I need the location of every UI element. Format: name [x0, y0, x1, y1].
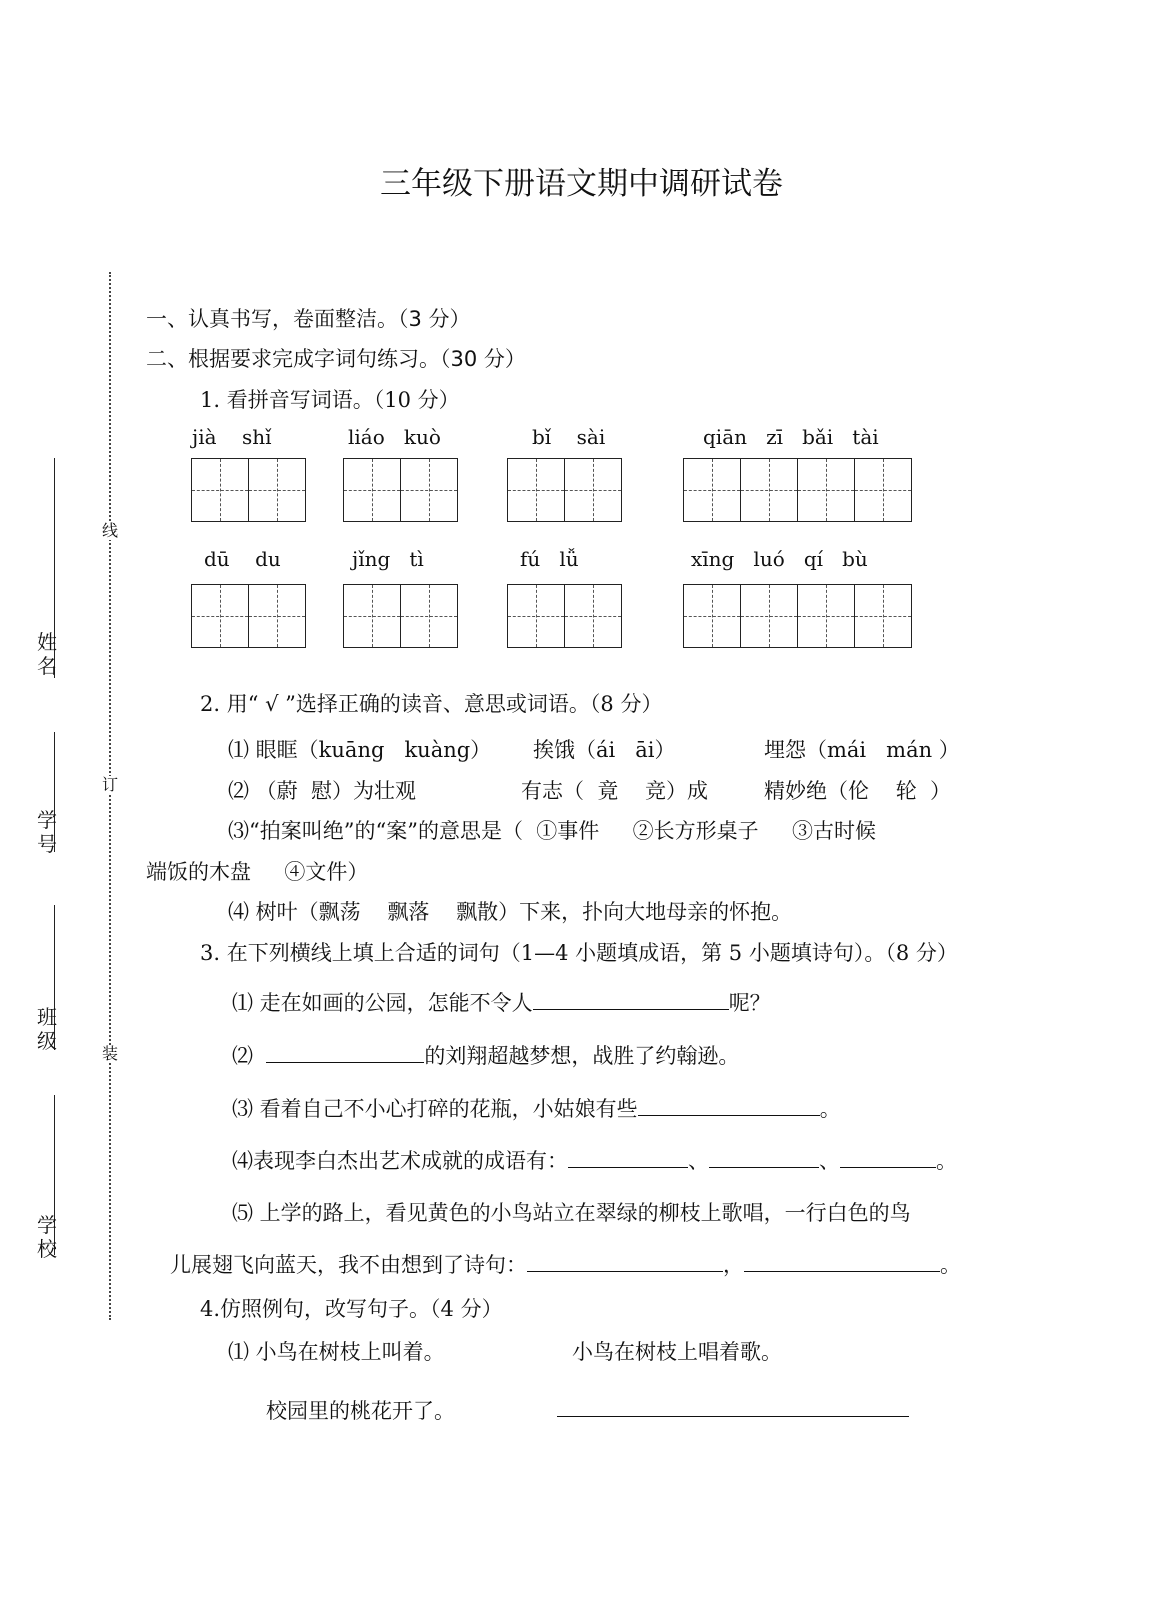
q1-pinyin: bǐ sài	[532, 425, 606, 449]
writing-grid[interactable]	[191, 584, 306, 648]
answer-blank[interactable]	[533, 1007, 729, 1010]
writing-grid[interactable]	[683, 584, 912, 648]
binding-mark-line: 线	[102, 521, 119, 540]
q2-item[interactable]: ⑶“拍案叫绝”的“案”的意思是（ ①事件 ②长方形桌子 ③古时候	[228, 819, 877, 843]
name-label: 姓名	[37, 630, 57, 678]
q1-pinyin: xīng luó qí bù	[691, 547, 868, 571]
q2-item[interactable]: ⑵ （蔚 慰）为壮观	[228, 779, 417, 803]
answer-blank[interactable]	[527, 1269, 723, 1272]
q1-pinyin: jià shǐ	[192, 425, 272, 449]
q1-heading: 1. 看拼音写词语。（10 分）	[200, 388, 460, 412]
q3-line-5b: 儿展翅飞向蓝天，我不由想到了诗句： ， 。	[170, 1253, 961, 1277]
q4-example-a: ⑴ 小鸟在树枝上叫着。	[228, 1340, 445, 1364]
section-1-heading: 一、认真书写，卷面整洁。（3 分）	[146, 307, 471, 331]
answer-blank[interactable]	[744, 1269, 940, 1272]
q2-item[interactable]: ⑴ 眼眶（kuāng kuàng）	[228, 738, 492, 762]
answer-blank[interactable]	[709, 1165, 819, 1168]
answer-blank[interactable]	[638, 1113, 820, 1116]
q1-pinyin: dū du	[204, 547, 281, 571]
writing-grid[interactable]	[191, 458, 306, 522]
q2-item[interactable]: 端饭的木盘 ④文件）	[146, 860, 369, 884]
q1-pinyin: liáo kuò	[348, 425, 441, 449]
q4-task: 校园里的桃花开了。	[266, 1399, 455, 1423]
q3-heading: 3. 在下列横线上填上合适的词句（1—4 小题填成语，第 5 小题填诗句）。（8 分）	[200, 941, 958, 965]
page-title: 三年级下册语文期中调研试卷	[380, 166, 783, 202]
writing-grid[interactable]	[343, 458, 458, 522]
answer-blank[interactable]	[568, 1165, 688, 1168]
school-label: 学校	[37, 1213, 57, 1261]
answer-blank[interactable]	[840, 1165, 936, 1168]
q3-line-3: ⑶ 看着自己不小心打碎的花瓶，小姑娘有些 。	[232, 1097, 841, 1121]
number-label: 学号	[37, 808, 57, 856]
q3-line-4: ⑷表现李白杰出艺术成就的成语有： 、 、 。	[232, 1149, 957, 1173]
answer-blank[interactable]	[266, 1060, 424, 1063]
q2-item[interactable]: ⑷ 树叶（飘荡 飘落 飘散）下来，扑向大地母亲的怀抱。	[228, 900, 793, 924]
q2-item[interactable]: 精妙绝（伦 轮 ）	[764, 779, 952, 803]
binding-dotted-line	[109, 272, 111, 1320]
writing-grid[interactable]	[683, 458, 912, 522]
q4-heading: 4.仿照例句，改写句子。（4 分）	[200, 1297, 503, 1321]
q4-example-b: 小鸟在树枝上唱着歌。	[572, 1340, 782, 1364]
q3-line-5a: ⑸ 上学的路上，看见黄色的小鸟站立在翠绿的柳枝上歌唱，一行白色的鸟	[232, 1201, 911, 1225]
q3-line-2: ⑵ 的刘翔超越梦想，战胜了约翰逊。	[232, 1044, 740, 1068]
section-2-heading: 二、根据要求完成字词句练习。（30 分）	[146, 347, 526, 371]
binding-mark-ding: 订	[102, 775, 119, 794]
q2-heading: 2. 用“ √ ”选择正确的读音、意思或词语。（8 分）	[200, 692, 663, 716]
q1-pinyin: fú lǚ	[520, 547, 579, 571]
q2-item[interactable]: 挨饿（ái āi）	[533, 738, 676, 762]
q1-pinyin: qiān zī bǎi tài	[703, 425, 879, 449]
q2-item[interactable]: 埋怨（mái mán ）	[764, 738, 960, 762]
binding-mark-zhuang: 装	[102, 1044, 119, 1063]
q2-item[interactable]: 有志（ 竟 竞）成	[521, 779, 709, 803]
q3-line-1: ⑴ 走在如画的公园，怎能不令人 呢？	[232, 991, 771, 1015]
writing-grid[interactable]	[507, 458, 622, 522]
writing-grid[interactable]	[343, 584, 458, 648]
q1-pinyin: jǐng tì	[352, 547, 424, 571]
q4-answer-line[interactable]	[557, 1416, 909, 1417]
writing-grid[interactable]	[507, 584, 622, 648]
class-label: 班级	[37, 1005, 57, 1053]
